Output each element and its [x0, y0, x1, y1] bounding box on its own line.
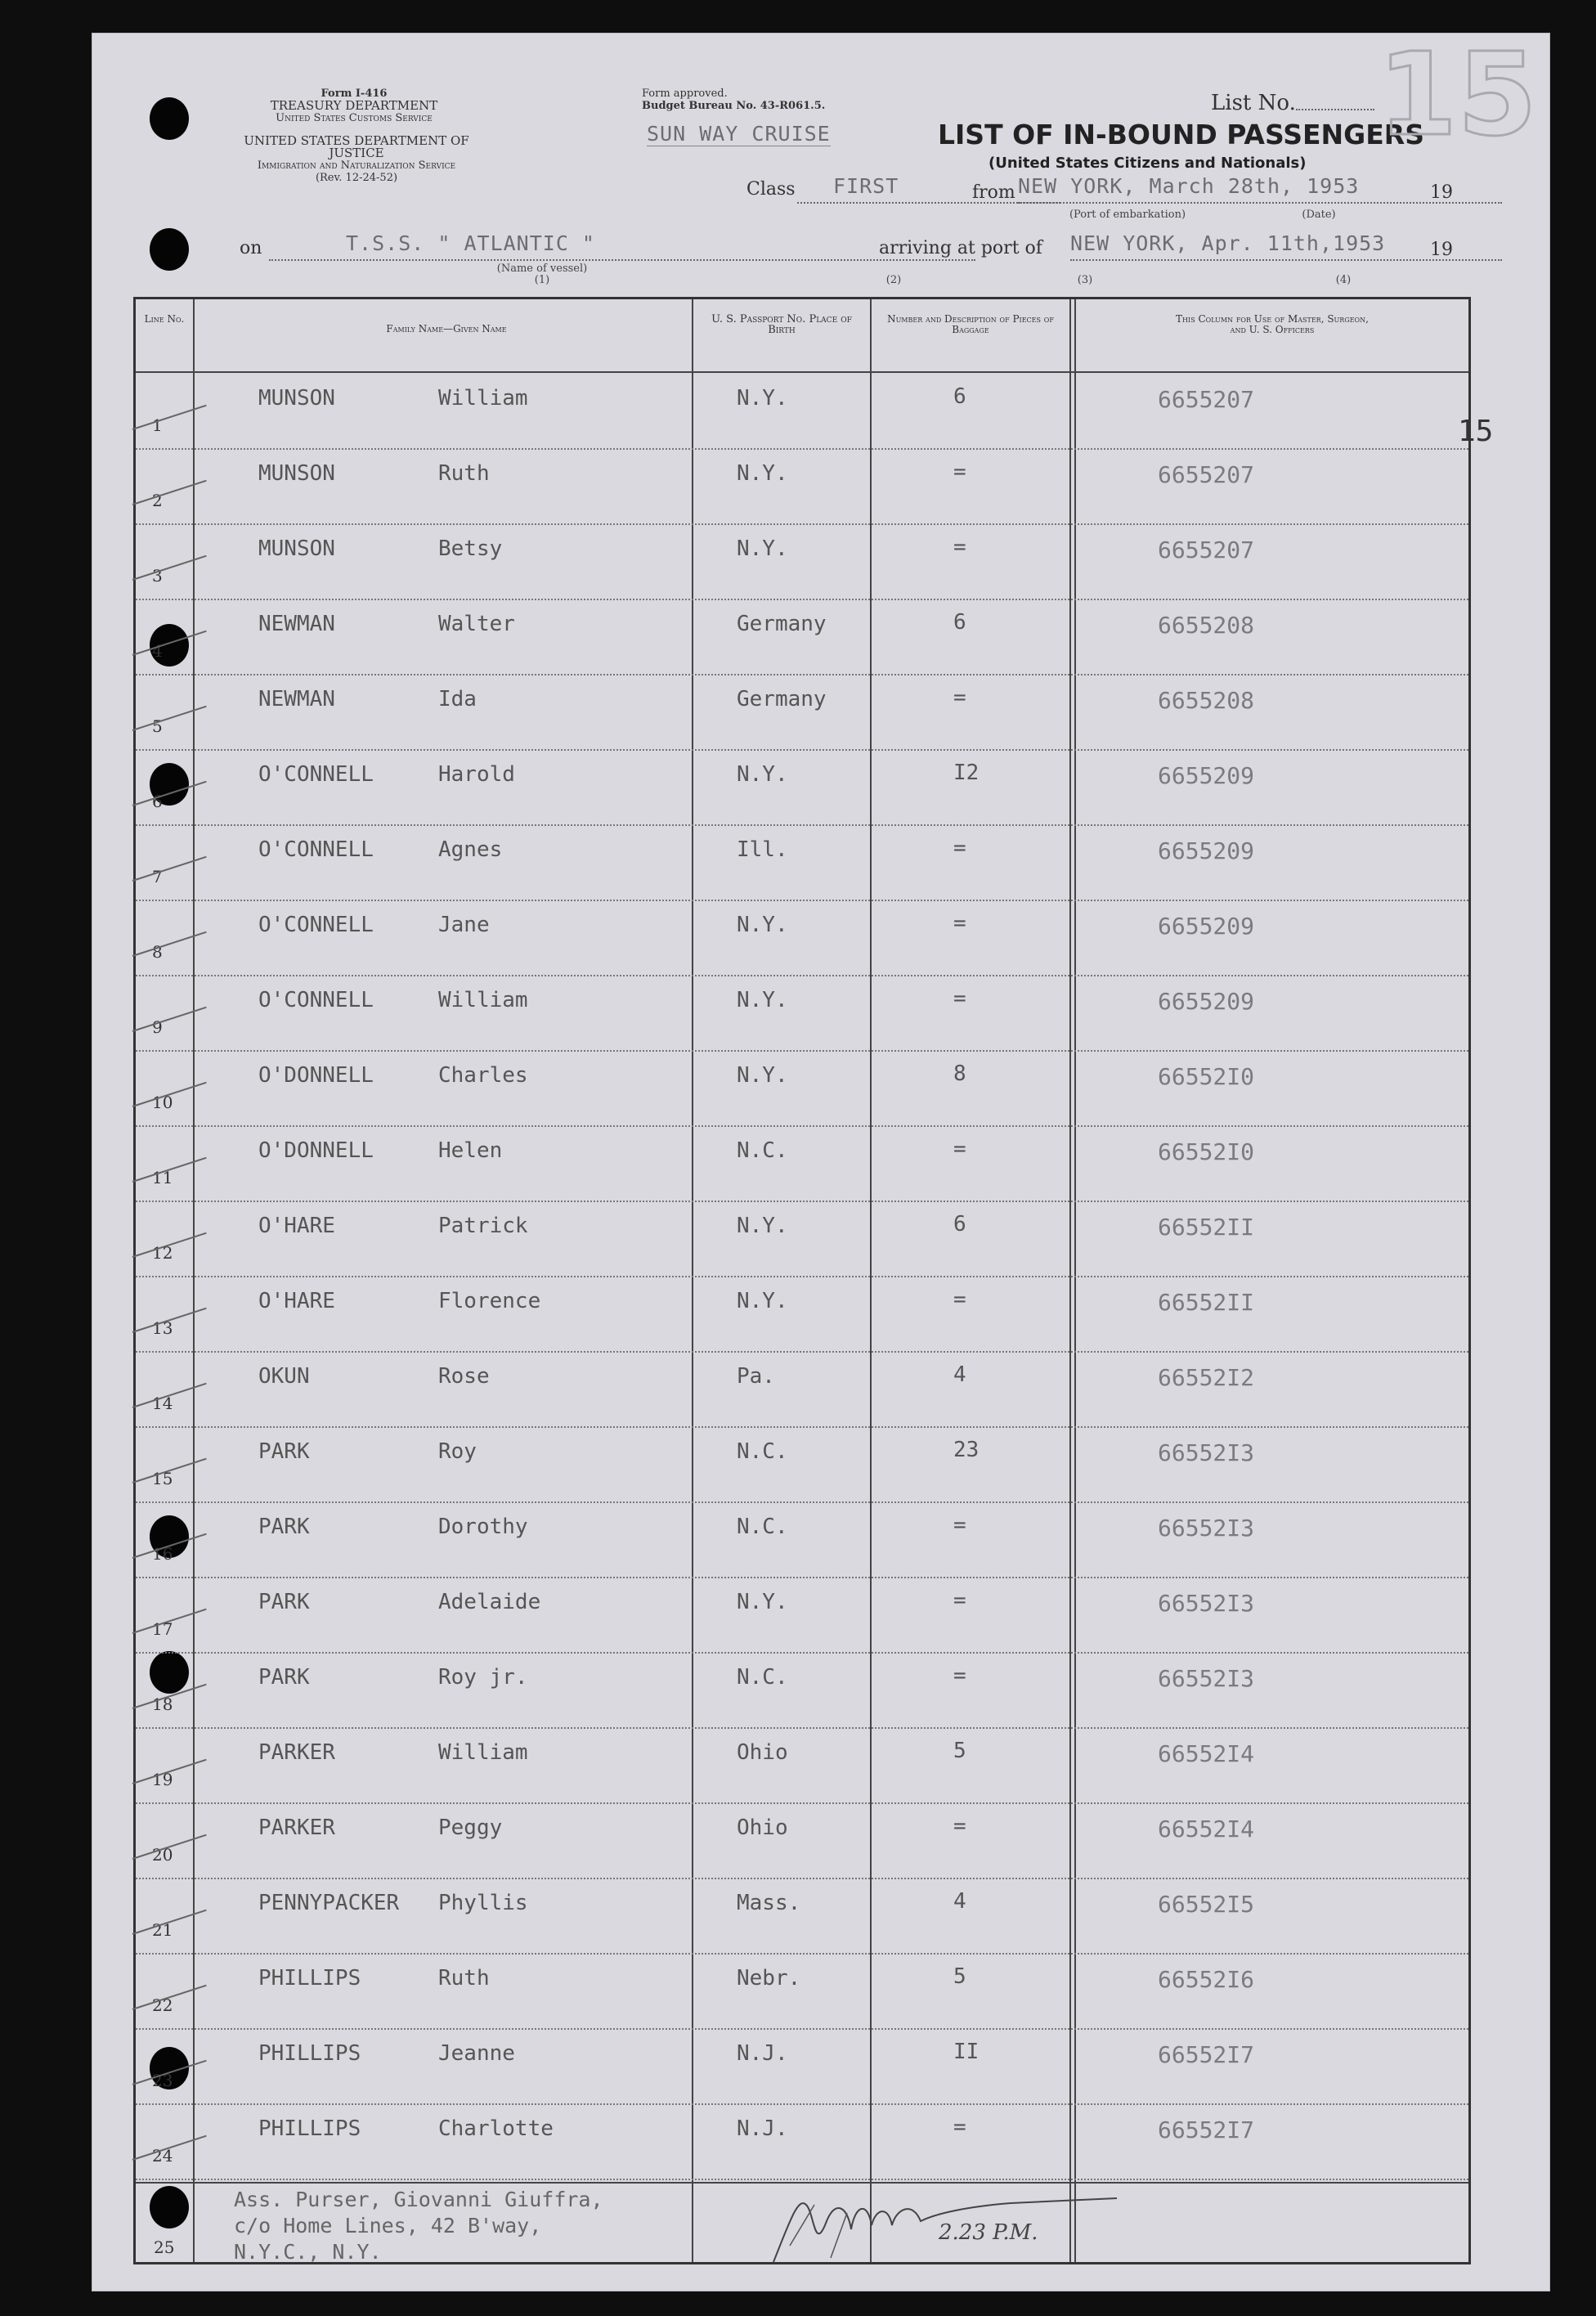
family-name: PARK — [258, 1439, 310, 1464]
line-number: 23 — [152, 2071, 173, 2090]
officer-code: 6655207 — [1158, 461, 1255, 488]
port-of-embarkation-caption: (Port of embarkation) — [1069, 209, 1186, 221]
cruise-name: SUN WAY CRUISE — [647, 122, 831, 146]
given-name: Charlotte — [438, 2116, 554, 2141]
place-of-birth: N.C. — [737, 1439, 788, 1464]
approval-block — [642, 88, 838, 112]
page-title: LIST OF IN-BOUND PASSENGERS — [938, 119, 1424, 150]
family-name: PARKER — [258, 1740, 335, 1765]
form-approved: Form approved. — [642, 88, 728, 100]
officer-code: 66552I7 — [1158, 2116, 1255, 2143]
arriving-label: arriving at port of — [879, 238, 1042, 258]
from-label: from — [972, 182, 1015, 203]
given-name: Dorothy — [438, 1515, 528, 1539]
family-name: O'CONNELL — [258, 913, 374, 937]
on-label: on — [240, 238, 262, 258]
from-value: NEW YORK, March 28th, 1953 — [1018, 174, 1360, 198]
baggage-count: = — [953, 2115, 966, 2139]
table-row — [136, 1276, 1468, 1353]
line-number: 16 — [152, 1544, 173, 1564]
given-name: Adelaide — [438, 1590, 541, 1614]
class-label: Class — [746, 179, 796, 200]
table-row — [136, 2103, 1468, 2180]
table-row — [136, 373, 1468, 450]
baggage-count: 5 — [953, 1964, 966, 1989]
column-header-officers: This Column for Use of Master, Surgeon, and U. S. Officers — [1176, 313, 1369, 335]
place-of-birth: N.C. — [737, 1138, 788, 1163]
baggage-count: 6 — [953, 610, 966, 635]
baggage-count: = — [953, 836, 966, 860]
place-of-birth: N.Y. — [737, 461, 788, 486]
table-row — [136, 1577, 1468, 1654]
family-name: O'HARE — [258, 1289, 335, 1313]
place-of-birth: Ohio — [737, 1740, 788, 1765]
line-number: 4 — [152, 641, 163, 661]
baggage-count: I2 — [953, 761, 980, 785]
given-name: Walter — [438, 612, 515, 636]
check-mark — [132, 631, 207, 656]
revision-date: (Rev. 12-24-52) — [315, 172, 398, 184]
list-number-label: List No. — [1211, 91, 1296, 115]
table-row — [136, 674, 1468, 751]
officer-code: 66552I3 — [1158, 1439, 1255, 1466]
line-number: 20 — [152, 1845, 173, 1865]
time-annotation: 2.23 P.M. — [939, 2220, 1038, 2245]
table-row — [136, 2028, 1468, 2105]
form-identification — [235, 88, 473, 124]
place-of-birth: N.C. — [737, 1515, 788, 1539]
baggage-count: 8 — [953, 1062, 966, 1086]
officer-code: 66552II — [1158, 1214, 1255, 1241]
place-of-birth: N.J. — [737, 2041, 788, 2066]
officer-code: 66552I2 — [1158, 1364, 1255, 1391]
family-name: MUNSON — [258, 536, 335, 561]
line-number: 21 — [152, 1920, 173, 1940]
line-number: 17 — [152, 1619, 173, 1639]
footer-row — [136, 2182, 1468, 2264]
line-number: 22 — [152, 1995, 173, 2015]
class-value: FIRST — [833, 174, 899, 198]
column-number-4: (4) — [1335, 274, 1352, 286]
page-subtitle: (United States Citizens and Nationals) — [989, 155, 1307, 172]
place-of-birth: N.Y. — [737, 1590, 788, 1614]
stamped-page-number: 15 — [1378, 29, 1537, 162]
given-name: Ruth — [438, 461, 490, 486]
given-name: Agnes — [438, 837, 503, 862]
table-row — [136, 1351, 1468, 1428]
place-of-birth: N.Y. — [737, 988, 788, 1012]
purser-signature-block: Ass. Purser, Giovanni Giuffra, c/o Home Lines, 42 B'way, N.Y.C., N.Y. — [234, 2188, 603, 2264]
check-mark — [132, 706, 207, 731]
check-mark — [132, 856, 207, 882]
check-mark — [132, 555, 207, 581]
place-of-birth: Ohio — [737, 1816, 788, 1840]
table-row — [136, 1050, 1468, 1127]
given-name: Ruth — [438, 1966, 490, 1991]
binder-hole — [150, 228, 189, 271]
family-name: PARK — [258, 1515, 310, 1539]
line-number: 6 — [152, 792, 163, 811]
family-name: MUNSON — [258, 386, 335, 411]
officer-code: 6655208 — [1158, 612, 1255, 639]
line-number: 24 — [152, 2146, 173, 2166]
table-row — [136, 448, 1468, 525]
given-name: Phyllis — [438, 1891, 528, 1915]
table-row — [136, 523, 1468, 600]
given-name: Florence — [438, 1289, 541, 1313]
table-row — [136, 900, 1468, 976]
place-of-birth: N.Y. — [737, 1063, 788, 1088]
place-of-birth: N.Y. — [737, 913, 788, 937]
budget-bureau: Budget Bureau No. 43-R061.5. — [642, 100, 826, 112]
place-of-birth: Germany — [737, 612, 827, 636]
customs-service: United States Customs Service — [276, 112, 433, 124]
table-row — [136, 1125, 1468, 1202]
ins-name: Immigration and Naturalization Service — [257, 159, 456, 172]
column-number-2: (2) — [885, 274, 902, 286]
place-of-birth: N.J. — [737, 2116, 788, 2141]
officer-code: 6655208 — [1158, 687, 1255, 714]
family-name: O'CONNELL — [258, 837, 374, 862]
officer-code: 6655209 — [1158, 837, 1255, 864]
table-row — [136, 975, 1468, 1052]
line-number: 13 — [152, 1318, 173, 1338]
list-number-line — [1296, 109, 1374, 110]
column-header-baggage: Number and Description of Pieces of Baggage — [887, 313, 1054, 335]
given-name: Ida — [438, 687, 477, 711]
page-number: 15 — [1458, 415, 1494, 448]
place-of-birth: N.Y. — [737, 536, 788, 561]
line-number: 9 — [152, 1017, 163, 1037]
table-row — [136, 1727, 1468, 1804]
check-mark — [132, 405, 207, 430]
document-page — [92, 29, 1550, 2291]
line-number: 3 — [152, 566, 163, 586]
check-mark — [132, 931, 207, 957]
given-name: Charles — [438, 1063, 528, 1088]
officer-code: 6655207 — [1158, 386, 1255, 413]
line-number: 10 — [152, 1093, 173, 1112]
officer-code: 66552II — [1158, 1289, 1255, 1316]
baggage-count: = — [953, 1287, 966, 1312]
given-name: William — [438, 1740, 528, 1765]
given-name: Helen — [438, 1138, 503, 1163]
place-of-birth: Nebr. — [737, 1966, 801, 1991]
table-row — [136, 1953, 1468, 2030]
place-of-birth: Ill. — [737, 837, 788, 862]
check-mark — [132, 1007, 207, 1032]
family-name: PARKER — [258, 1816, 335, 1840]
given-name: William — [438, 386, 528, 411]
place-of-birth: Pa. — [737, 1364, 775, 1389]
given-name: Jeanne — [438, 2041, 515, 2066]
table-row — [136, 599, 1468, 676]
given-name: Betsy — [438, 536, 503, 561]
line-number: 5 — [152, 716, 163, 736]
place-of-birth: N.C. — [737, 1665, 788, 1690]
officer-code: 66552I4 — [1158, 1816, 1255, 1842]
family-name: O'CONNELL — [258, 762, 374, 787]
baggage-count: = — [953, 911, 966, 936]
baggage-count: 5 — [953, 1739, 966, 1763]
family-name: O'HARE — [258, 1214, 335, 1238]
given-name: Roy jr. — [438, 1665, 528, 1690]
date-caption: (Date) — [1302, 209, 1336, 221]
baggage-count: = — [953, 685, 966, 710]
binder-hole — [150, 97, 189, 140]
baggage-count: 23 — [953, 1438, 980, 1462]
place-of-birth: N.Y. — [737, 1289, 788, 1313]
department-of-justice: UNITED STATES DEPARTMENT OF JUSTICE — [244, 133, 469, 160]
year-prefix-2: 19 — [1430, 240, 1453, 260]
table-row — [136, 1652, 1468, 1729]
justice-identification — [238, 135, 475, 184]
baggage-count: = — [953, 1137, 966, 1161]
officer-code: 6655209 — [1158, 762, 1255, 789]
arrival-value: NEW YORK, Apr. 11th,1953 — [1070, 231, 1386, 255]
place-of-birth: N.Y. — [737, 762, 788, 787]
given-name: Jane — [438, 913, 490, 937]
passenger-table — [133, 297, 1471, 2264]
table-row — [136, 1802, 1468, 1879]
place-of-birth: N.Y. — [737, 1214, 788, 1238]
baggage-count: = — [953, 1588, 966, 1613]
line-number: 19 — [152, 1770, 173, 1789]
line-number: 12 — [152, 1243, 173, 1263]
officer-code: 66552I3 — [1158, 1515, 1255, 1542]
line-number: 11 — [152, 1168, 173, 1187]
baggage-count: 4 — [953, 1889, 966, 1914]
family-name: NEWMAN — [258, 612, 335, 636]
baggage-count: = — [953, 1814, 966, 1838]
column-number-1: (1) — [534, 274, 550, 286]
line-number: 15 — [152, 1469, 173, 1488]
family-name: O'CONNELL — [258, 988, 374, 1012]
baggage-count: = — [953, 1663, 966, 1688]
family-name: PHILLIPS — [258, 2041, 361, 2066]
baggage-count: = — [953, 986, 966, 1011]
table-row — [136, 1426, 1468, 1503]
family-name: PHILLIPS — [258, 2116, 361, 2141]
line-number: 8 — [152, 942, 163, 962]
baggage-count: = — [953, 535, 966, 559]
check-mark — [132, 781, 207, 806]
table-row — [136, 1878, 1468, 1955]
officer-code: 66552I5 — [1158, 1891, 1255, 1918]
vessel-line — [269, 259, 975, 261]
family-name: O'DONNELL — [258, 1138, 374, 1163]
family-name: O'DONNELL — [258, 1063, 374, 1088]
column-header-line-no: Line No. — [144, 313, 185, 325]
given-name: Peggy — [438, 1816, 503, 1840]
officer-code: 6655209 — [1158, 913, 1255, 940]
place-of-birth: N.Y. — [737, 386, 788, 411]
line-number: 18 — [152, 1694, 173, 1714]
given-name: Patrick — [438, 1214, 528, 1238]
line-number: 1 — [152, 415, 163, 435]
officer-code: 66552I0 — [1158, 1063, 1255, 1090]
officer-code: 66552I7 — [1158, 2041, 1255, 2068]
family-name: PARK — [258, 1590, 310, 1614]
officer-code: 66552I3 — [1158, 1590, 1255, 1617]
line-number: 7 — [152, 867, 163, 886]
column-header-passport: U. S. Passport No. Place of Birth — [711, 313, 852, 336]
family-name: MUNSON — [258, 461, 335, 486]
form-number: Form I-416 — [321, 88, 388, 100]
column-header-name: Family Name—Given Name — [386, 323, 507, 334]
vessel-caption: (Name of vessel) — [496, 263, 588, 275]
family-name: PHILLIPS — [258, 1966, 361, 1991]
baggage-count: 4 — [953, 1362, 966, 1387]
table-row — [136, 824, 1468, 901]
treasury-department: TREASURY DEPARTMENT — [270, 98, 438, 113]
table-row — [136, 1501, 1468, 1578]
table-row — [136, 1201, 1468, 1277]
given-name: Roy — [438, 1439, 477, 1464]
family-name: NEWMAN — [258, 687, 335, 711]
year-prefix: 19 — [1430, 182, 1453, 203]
line-number: 25 — [154, 2237, 175, 2257]
baggage-count: 6 — [953, 384, 966, 409]
given-name: William — [438, 988, 528, 1012]
check-mark — [132, 480, 207, 505]
given-name: Rose — [438, 1364, 490, 1389]
place-of-birth: Germany — [737, 687, 827, 711]
officer-code: 66552I4 — [1158, 1740, 1255, 1767]
line-number: 2 — [152, 491, 163, 510]
officer-code: 66552I0 — [1158, 1138, 1255, 1165]
officer-code: 6655207 — [1158, 536, 1255, 563]
family-name: PENNYPACKER — [258, 1891, 400, 1915]
given-name: Harold — [438, 762, 515, 787]
officer-code: 6655209 — [1158, 988, 1255, 1015]
officer-code: 66552I6 — [1158, 1966, 1255, 1993]
vessel-name: T.S.S. " ATLANTIC " — [346, 231, 595, 255]
baggage-count: 6 — [953, 1212, 966, 1237]
line-number: 14 — [152, 1394, 173, 1413]
family-name: OKUN — [258, 1364, 310, 1389]
baggage-count: II — [953, 2040, 980, 2064]
officer-code: 66552I3 — [1158, 1665, 1255, 1692]
family-name: PARK — [258, 1665, 310, 1690]
baggage-count: = — [953, 460, 966, 484]
column-number-3: (3) — [1077, 274, 1093, 286]
baggage-count: = — [953, 1513, 966, 1537]
table-row — [136, 749, 1468, 826]
place-of-birth: Mass. — [737, 1891, 801, 1915]
